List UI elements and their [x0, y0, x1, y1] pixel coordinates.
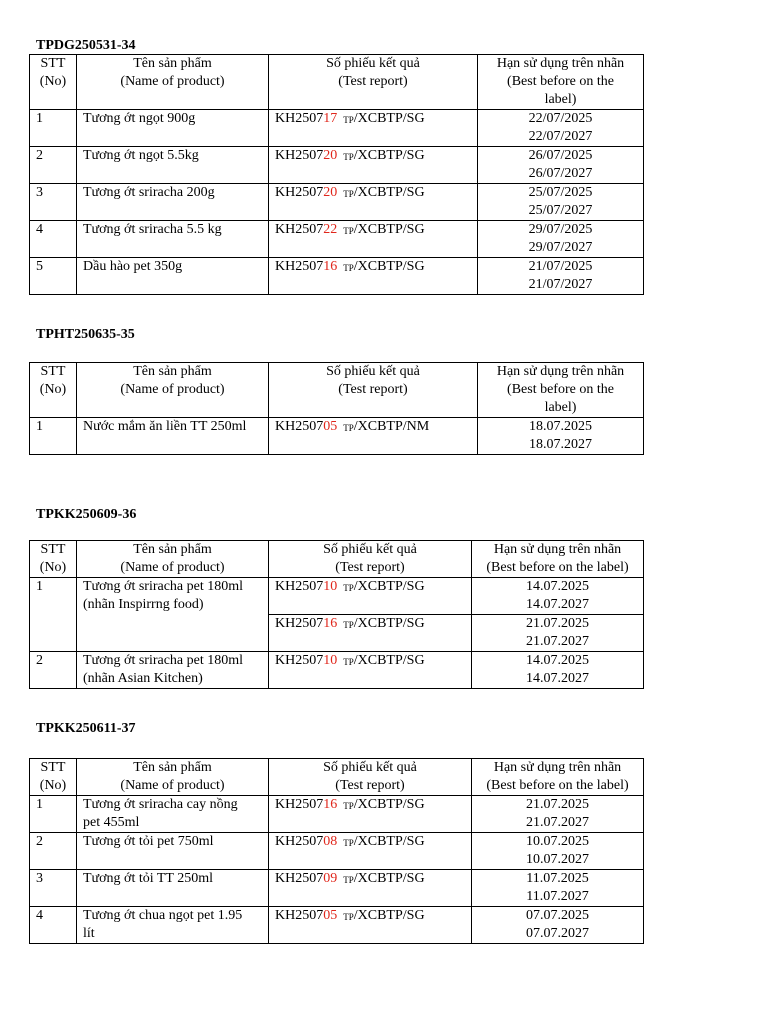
product-name: Tương ớt sriracha 200g	[77, 184, 269, 221]
header-product-name: Tên sản phẩm (Name of product)	[77, 55, 269, 110]
best-before-dates: 29/07/2025 29/07/2027	[478, 221, 644, 258]
row-number: 3	[30, 184, 77, 221]
table-row	[30, 258, 644, 295]
product-name: Tương ớt tỏi pet 750ml	[77, 833, 269, 870]
header-product-name: Tên sản phẩm (Name of product)	[77, 541, 269, 578]
header-stt: STT (No)	[30, 55, 77, 110]
test-report-number: KH250710 TP/XCBTP/SG	[269, 578, 472, 615]
test-report-number: KH250708 TP/XCBTP/SG	[269, 833, 472, 870]
table-row	[30, 418, 644, 455]
test-report-number: KH250709 TP/XCBTP/SG	[269, 870, 472, 907]
table-header-row	[30, 55, 644, 110]
test-report-number: KH250716 TP/XCBTP/SG	[269, 615, 472, 652]
header-stt: STT (No)	[30, 541, 77, 578]
row-number: 2	[30, 147, 77, 184]
row-number: 4	[30, 221, 77, 258]
best-before-dates: 21/07/2025 21/07/2027	[478, 258, 644, 295]
row-number: 1	[30, 110, 77, 147]
product-name: Tương ớt sriracha pet 180ml (nhãn Asian Kitchen)	[77, 652, 269, 689]
header-stt: STT (No)	[30, 759, 77, 796]
table-row	[30, 184, 644, 221]
header-test-report: Số phiếu kết quả (Test report)	[269, 55, 478, 110]
row-number: 3	[30, 870, 77, 907]
results-table	[29, 540, 644, 689]
table-row	[30, 796, 644, 833]
best-before-dates: 26/07/2025 26/07/2027	[478, 147, 644, 184]
product-name: Tương ớt sriracha cay nồng pet 455ml	[77, 796, 269, 833]
header-best-before: Hạn sử dụng trên nhãn (Best before on the label)	[478, 363, 644, 418]
best-before-dates: 10.07.2025 10.07.2027	[472, 833, 644, 870]
header-best-before: Hạn sử dụng trên nhãn (Best before on the label)	[478, 55, 644, 110]
header-product-name: Tên sản phẩm (Name of product)	[77, 363, 269, 418]
results-table	[29, 362, 644, 455]
header-best-before: Hạn sử dụng trên nhãn (Best before on the label)	[472, 541, 644, 578]
results-table	[29, 758, 644, 944]
best-before-dates: 25/07/2025 25/07/2027	[478, 184, 644, 221]
table-row	[30, 578, 644, 615]
table-header-row	[30, 363, 644, 418]
table-row	[30, 221, 644, 258]
table-row	[30, 147, 644, 184]
test-report-number: KH250720 TP/XCBTP/SG	[269, 184, 478, 221]
table-header-row	[30, 541, 644, 578]
row-number: 2	[30, 833, 77, 870]
product-name: Tương ớt ngọt 5.5kg	[77, 147, 269, 184]
product-name: Tương ớt sriracha pet 180ml (nhãn Inspirrng food)	[77, 578, 269, 652]
row-number: 4	[30, 907, 77, 944]
table-row	[30, 870, 644, 907]
test-report-number: KH250722 TP/XCBTP/SG	[269, 221, 478, 258]
test-report-number: KH250717 TP/XCBTP/SG	[269, 110, 478, 147]
best-before-dates: 18.07.2025 18.07.2027	[478, 418, 644, 455]
best-before-dates: 14.07.2025 14.07.2027	[472, 578, 644, 615]
header-test-report: Số phiếu kết quả (Test report)	[269, 759, 472, 796]
section-title: TPKK250609-36	[36, 507, 137, 522]
table-row	[30, 907, 644, 944]
table-row	[30, 652, 644, 689]
header-test-report: Số phiếu kết quả (Test report)	[269, 541, 472, 578]
table-header-row	[30, 759, 644, 796]
row-number: 1	[30, 578, 77, 652]
test-report-number: KH250720 TP/XCBTP/SG	[269, 147, 478, 184]
results-table	[29, 54, 644, 295]
header-product-name: Tên sản phẩm (Name of product)	[77, 759, 269, 796]
row-number: 1	[30, 418, 77, 455]
row-number: 1	[30, 796, 77, 833]
product-name: Tương ớt sriracha 5.5 kg	[77, 221, 269, 258]
best-before-dates: 14.07.2025 14.07.2027	[472, 652, 644, 689]
header-best-before: Hạn sử dụng trên nhãn (Best before on the label)	[472, 759, 644, 796]
test-report-number: KH250716 TP/XCBTP/SG	[269, 258, 478, 295]
product-name: Tương ớt tỏi TT 250ml	[77, 870, 269, 907]
best-before-dates: 22/07/2025 22/07/2027	[478, 110, 644, 147]
product-name: Tương ớt ngọt 900g	[77, 110, 269, 147]
product-name: Tương ớt chua ngọt pet 1.95 lít	[77, 907, 269, 944]
test-report-number: KH250716 TP/XCBTP/SG	[269, 796, 472, 833]
table-row	[30, 110, 644, 147]
product-name: Nước mắm ăn liền TT 250ml	[77, 418, 269, 455]
best-before-dates: 07.07.2025 07.07.2027	[472, 907, 644, 944]
best-before-dates: 21.07.2025 21.07.2027	[472, 615, 644, 652]
best-before-dates: 21.07.2025 21.07.2027	[472, 796, 644, 833]
row-number: 5	[30, 258, 77, 295]
table-row	[30, 833, 644, 870]
row-number: 2	[30, 652, 77, 689]
section-title: TPKK250611-37	[36, 721, 136, 736]
best-before-dates: 11.07.2025 11.07.2027	[472, 870, 644, 907]
test-report-number: KH250705 TP/XCBTP/SG	[269, 907, 472, 944]
header-stt: STT (No)	[30, 363, 77, 418]
product-name: Dầu hào pet 350g	[77, 258, 269, 295]
test-report-number: KH250705 TP/XCBTP/NM	[269, 418, 478, 455]
section-title: TPDG250531-34	[36, 38, 136, 53]
test-report-number: KH250710 TP/XCBTP/SG	[269, 652, 472, 689]
header-test-report: Số phiếu kết quả (Test report)	[269, 363, 478, 418]
section-title: TPHT250635-35	[36, 327, 135, 342]
